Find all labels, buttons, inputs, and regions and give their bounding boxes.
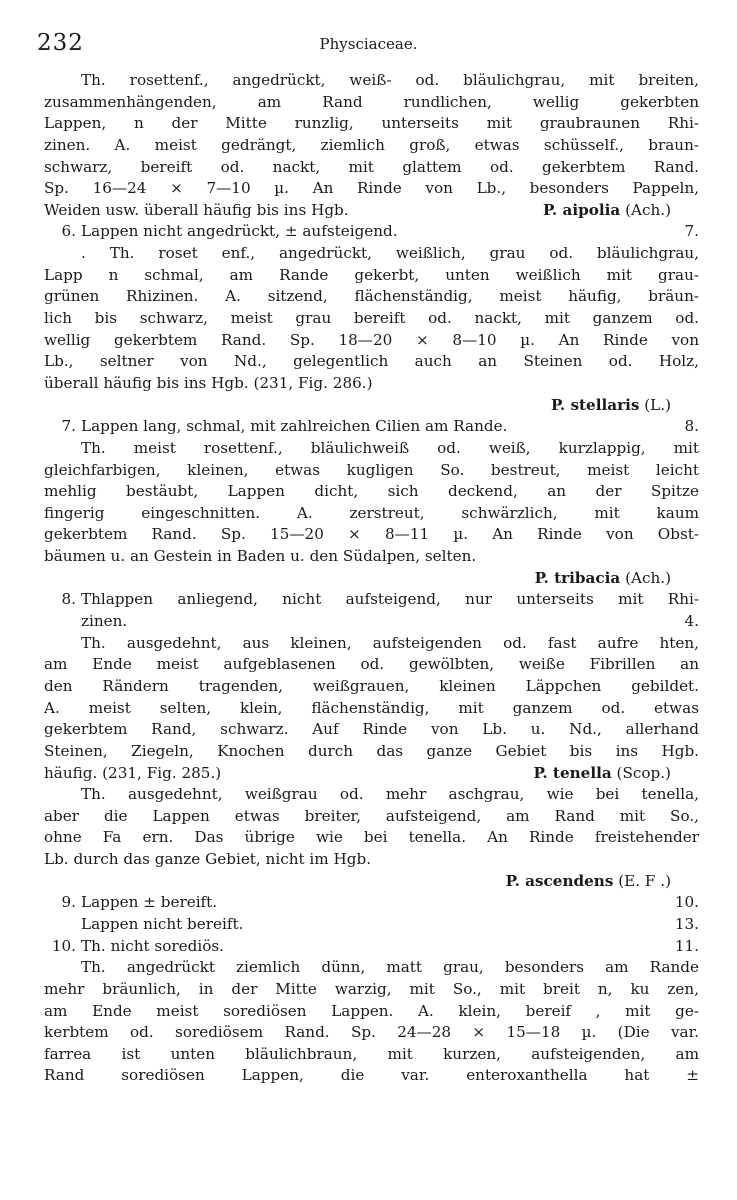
key-number: 8.: [61, 590, 76, 609]
key-reference: 13.: [674, 914, 699, 933]
text-line: [44, 806, 699, 828]
text-line: [44, 784, 699, 806]
text-line: [44, 395, 699, 417]
key-reference: 10.: [674, 893, 699, 912]
line-text: Lapp n schmal, am Rande gekerbt, unten weißlich mit grau-: [44, 265, 699, 284]
species-epithet: P. ascendens: [505, 871, 614, 890]
key-reference: 7.: [684, 222, 699, 241]
text-line: [44, 1044, 699, 1066]
key-number: 7.: [61, 417, 76, 436]
text-line: [44, 221, 699, 243]
line-text: gekerbtem Rand. Sp. 15—20 × 8—11 µ. An Rinde von Obst-: [44, 525, 699, 544]
species-name: [44, 871, 699, 893]
key-number: 6.: [61, 222, 76, 241]
line-text: Rand sorediösen Lappen, die var. enteroxanthella hat ±: [44, 1066, 699, 1085]
text-line: [44, 243, 699, 265]
text-line: [44, 135, 699, 157]
key-reference: 11.: [674, 936, 699, 955]
text-line: [44, 871, 699, 893]
text-line: [44, 892, 699, 914]
line-text: den Rändern tragenden, weißgrauen, kleinen Läppchen gebildet.: [44, 676, 699, 695]
line-text: lich bis schwarz, meist grau bereift od. nackt, mit ganzem od.: [44, 309, 699, 328]
text-line: [44, 92, 699, 114]
key-number: 10.: [51, 936, 76, 955]
species-name: [44, 395, 699, 417]
line-text: mehr bräunlich, in der Mitte warzig, mit So., mit breit n, ku zen,: [44, 979, 699, 998]
line-text: Lb. durch das ganze Gebiet, nicht im Hgb.: [44, 850, 372, 869]
line-text: . Th. roset enf., angedrückt, weißlich, grau od. bläulichgrau,: [81, 244, 699, 263]
key-text: Lappen nicht bereift.: [81, 914, 244, 933]
key-text: Th. nicht sorediös.: [81, 936, 224, 955]
line-text: zusammenhängenden, am Rand rundlichen, wellig gekerbten: [44, 92, 699, 111]
line-text: schwarz, bereift od. nackt, mit glattem od. gekerbtem Rand.: [44, 157, 699, 176]
text-line: [44, 113, 699, 135]
species-epithet: P. aipolia: [543, 200, 621, 219]
species-epithet: P. stellaris: [550, 395, 640, 414]
text-line: [44, 178, 699, 200]
key-reference: 4.: [684, 612, 699, 631]
text-line: [44, 611, 699, 633]
text-line: [44, 698, 699, 720]
line-text: am Ende meist aufgeblasenen od. gewölbten, weiße Fibrillen an: [44, 655, 699, 674]
text-line: [44, 849, 699, 871]
line-text: wellig gekerbtem Rand. Sp. 18—20 × 8—10 µ. An Rinde von: [44, 330, 699, 349]
text-line: [44, 200, 699, 222]
line-text: gleichfarbigen, kleinen, etwas kugligen So. bestreut, meist leicht: [44, 460, 699, 479]
text-line: [44, 568, 699, 590]
line-text: kerbtem od. sorediösem Rand. Sp. 24—28 × 15—18 µ. (Die var.: [44, 1023, 699, 1042]
text-line: [44, 914, 699, 936]
text-line: [44, 438, 699, 460]
text-line: [44, 827, 699, 849]
text-line: [44, 308, 699, 330]
species-name: [44, 568, 699, 590]
text-line: [44, 70, 699, 92]
line-text: Lb., seltner von Nd., gelegentlich auch an Steinen od. Holz,: [44, 352, 699, 371]
species-name: [533, 763, 699, 785]
text-line: [44, 416, 699, 438]
text-line: [44, 719, 699, 741]
key-text: zinen.: [81, 612, 128, 631]
line-text: Th. angedrückt ziemlich dünn, matt grau, besonders am Rande: [81, 958, 699, 977]
line-text: A. meist selten, klein, flächenständig, mit ganzem od. etwas: [44, 698, 699, 717]
text-line: [44, 286, 699, 308]
text-line: [44, 676, 699, 698]
text-line: [44, 157, 699, 179]
line-text: häufig. (231, Fig. 285.): [44, 763, 222, 782]
line-text: überall häufig bis ins Hgb. (231, Fig. 286.): [44, 373, 373, 392]
text-line: [44, 351, 699, 373]
page-header: [0, 30, 737, 60]
line-text: farrea ist unten bläulichbraun, mit kurzen, aufsteigenden, am: [44, 1044, 699, 1063]
text-line: [44, 1022, 699, 1044]
line-text: ohne Fa ern. Das übrige wie bei tenella. An Rinde freistehender: [44, 828, 699, 847]
key-text: Thlappen anliegend, nicht aufsteigend, nur unterseits mit Rhi-: [81, 590, 699, 609]
text-line: [44, 524, 699, 546]
line-text: Th. meist rosettenf., bläulichweiß od. weiß, kurzlappig, mit: [81, 438, 699, 457]
text-body: [44, 70, 699, 1087]
species-epithet: P. tenella: [533, 763, 612, 782]
line-text: Th. rosettenf., angedrückt, weiß- od. bläulichgrau, mit breiten,: [81, 71, 699, 89]
text-line: [44, 741, 699, 763]
text-line: [44, 633, 699, 655]
text-line: [44, 330, 699, 352]
text-line: [44, 481, 699, 503]
running-title: Physciaceae.: [319, 35, 418, 53]
species-author: (Scop.): [616, 763, 671, 782]
page-number: 232: [37, 30, 84, 56]
text-line: [44, 763, 699, 785]
text-line: [44, 265, 699, 287]
key-number: 9.: [61, 893, 76, 912]
line-text: grünen Rhizinen. A. sitzend, flächenständig, meist häufig, bräun-: [44, 287, 699, 306]
species-author: (E. F .): [618, 871, 671, 890]
line-text: Weiden usw. überall häufig bis ins Hgb.: [44, 200, 349, 219]
line-text: gekerbtem Rand, schwarz. Auf Rinde von Lb. u. Nd., allerhand: [44, 720, 699, 739]
key-text: Lappen ± bereift.: [81, 893, 218, 912]
text-line: [44, 503, 699, 525]
key-reference: 8.: [684, 417, 699, 436]
text-line: [44, 979, 699, 1001]
text-line: [44, 654, 699, 676]
species-epithet: P. tribacia: [534, 568, 621, 587]
line-text: aber die Lappen etwas breiter, aufsteigend, am Rand mit So.,: [44, 806, 699, 825]
line-text: bäumen u. an Gestein in Baden u. den Südalpen, selten.: [44, 547, 477, 566]
line-text: mehlig bestäubt, Lappen dicht, sich deckend, an der Spitze: [44, 482, 699, 501]
line-text: Th. ausgedehnt, weißgrau od. mehr aschgrau, wie bei tenella,: [81, 785, 699, 804]
text-line: [44, 1001, 699, 1023]
line-text: Steinen, Ziegeln, Knochen durch das ganze Gebiet bis ins Hgb.: [44, 741, 699, 760]
text-line: [44, 936, 699, 958]
text-line: [44, 957, 699, 979]
key-text: Lappen lang, schmal, mit zahlreichen Cilien am Rande.: [81, 417, 508, 436]
species-author: (L.): [644, 395, 671, 414]
line-text: Sp. 16—24 × 7—10 µ. An Rinde von Lb., besonders Pappeln,: [44, 179, 699, 198]
text-line: [44, 546, 699, 568]
key-text: Lappen nicht angedrückt, ± aufsteigend.: [81, 222, 398, 241]
line-text: fingerig eingeschnitten. A. zerstreut, schwärzlich, mit kaum: [44, 503, 699, 522]
text-line: [44, 460, 699, 482]
species-author: (Ach.): [625, 200, 671, 219]
line-text: am Ende meist sorediösen Lappen. A. klein, bereif , mit ge-: [44, 1001, 699, 1020]
species-author: (Ach.): [625, 568, 671, 587]
line-text: Lappen, n der Mitte runzlig, unterseits mit graubraunen Rhi-: [44, 114, 699, 133]
text-line: [44, 1065, 699, 1087]
text-line: [44, 589, 699, 611]
line-text: zinen. A. meist gedrängt, ziemlich groß, etwas schüsself., braun-: [44, 135, 699, 154]
line-text: Th. ausgedehnt, aus kleinen, aufsteigenden od. fast aufre hten,: [81, 633, 699, 652]
text-line: [44, 373, 699, 395]
species-name: [543, 200, 699, 222]
